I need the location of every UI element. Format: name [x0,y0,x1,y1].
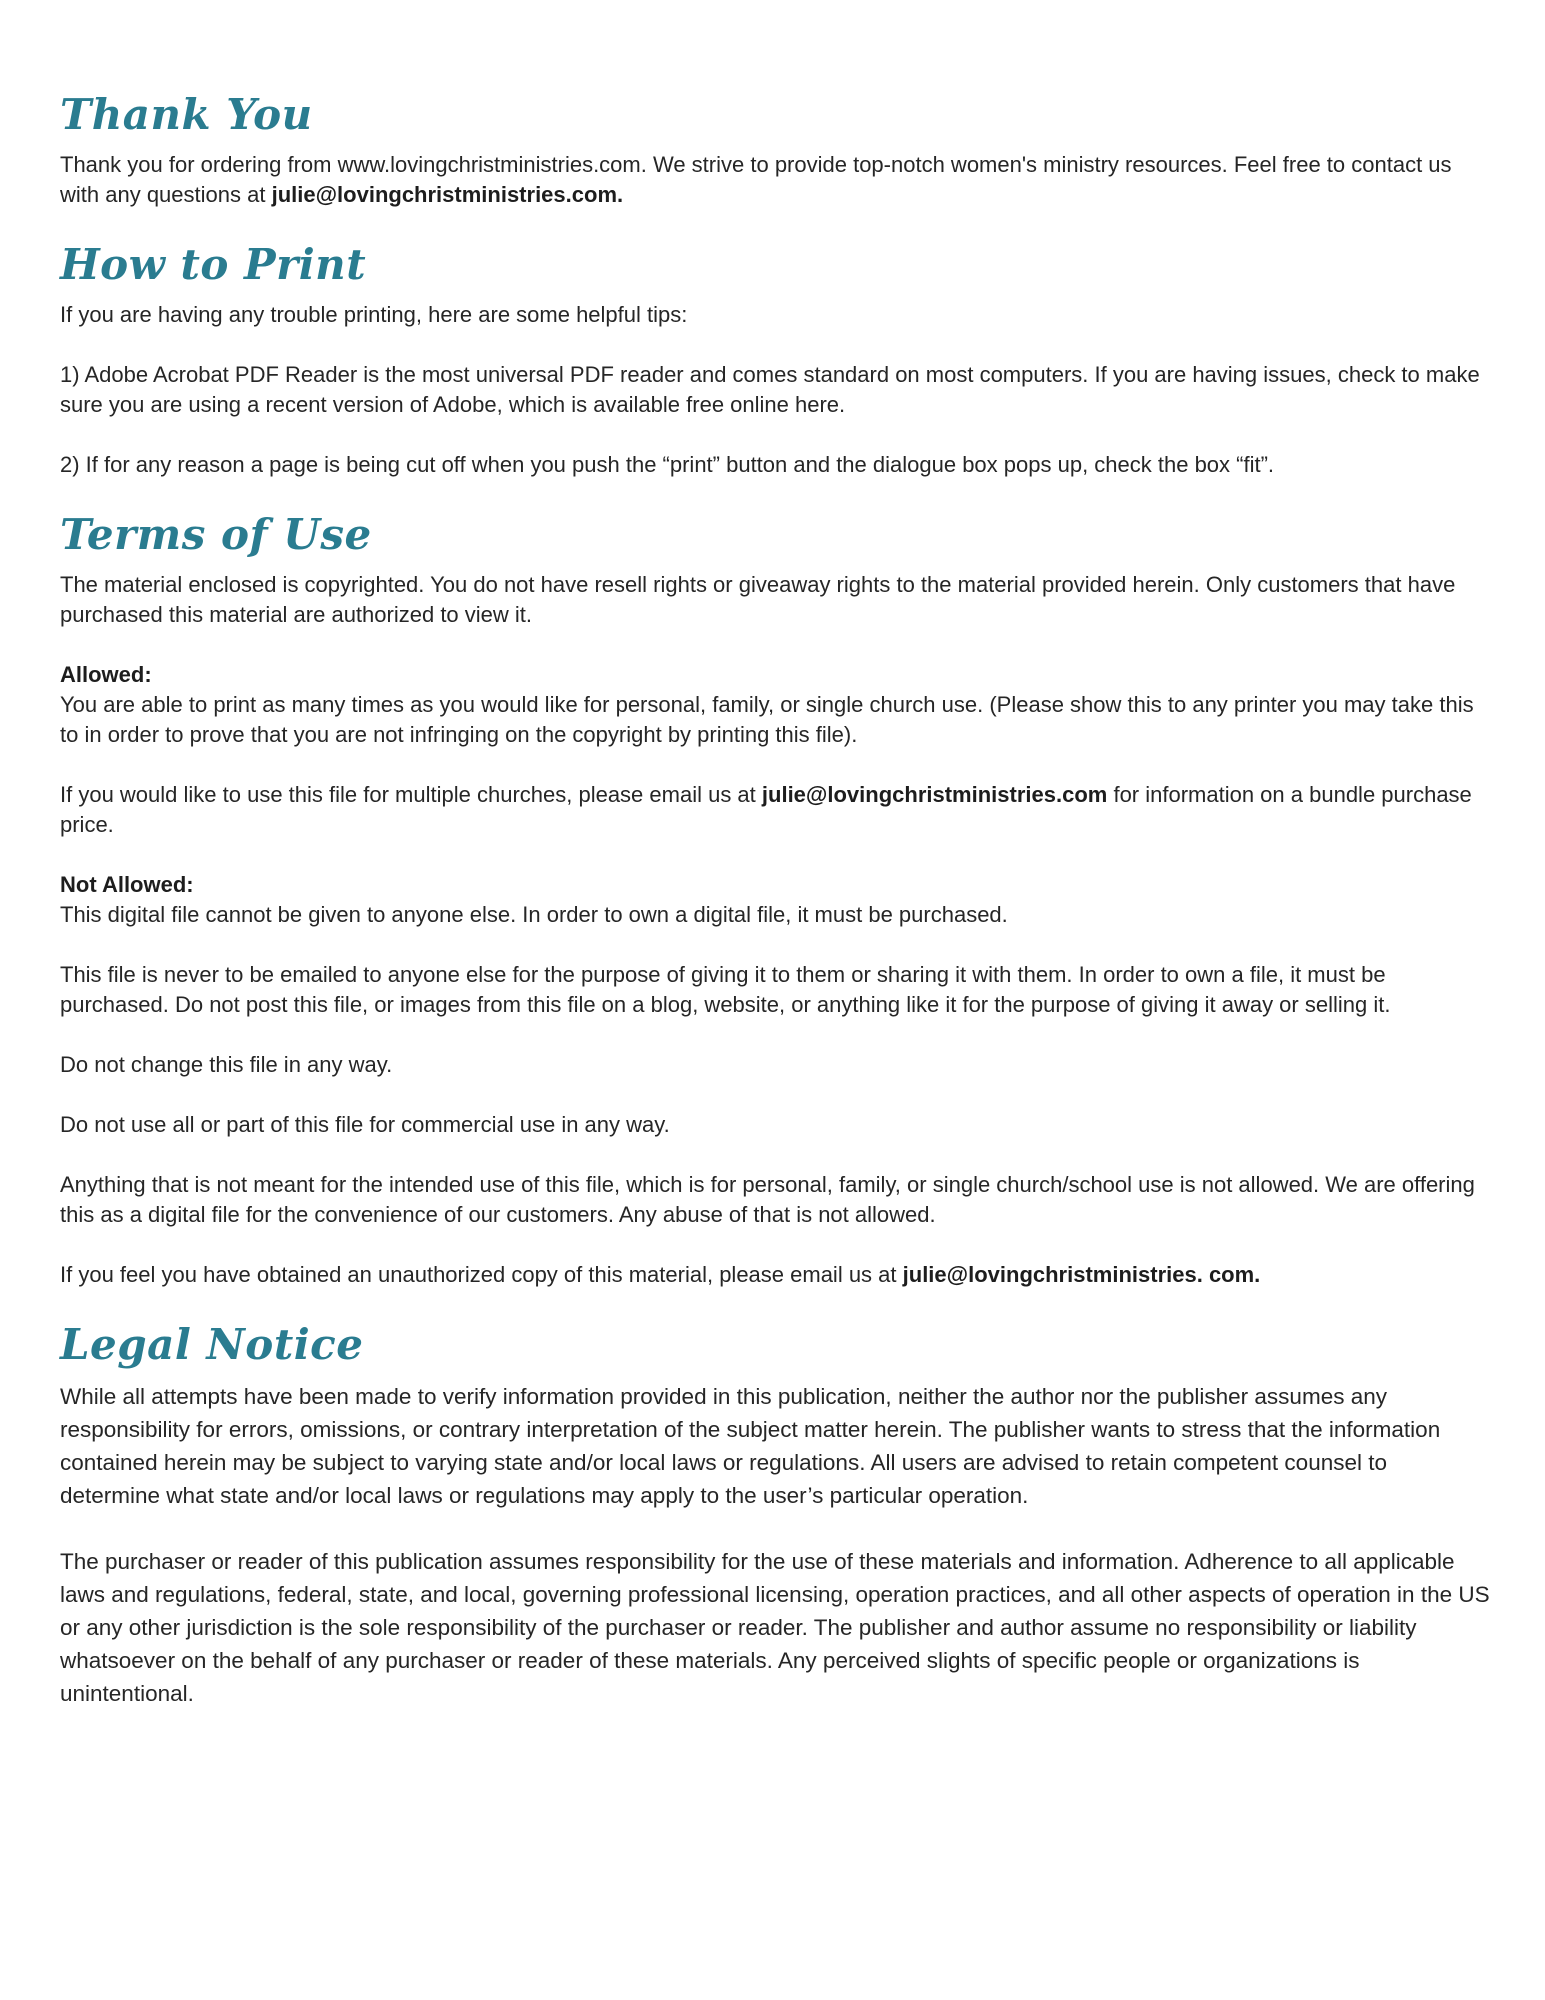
terms-of-use-heading: Terms of Use [60,510,372,559]
not-allowed-text-1: This digital file cannot be given to anyone else. In order to own a digital file, it must be purchased. [60,902,1008,927]
allowed-text: You are able to print as many times as you would like for personal, family, or single church use. (Please show this to any printer you may take this to in order to prove that you are not infringing on the copyright by printing this file). [60,692,1474,747]
bundle-text-post: for information on a bundle purchase price. [60,782,1472,837]
how-to-print-intro: If you are having any trouble printing, here are some helpful tips: [60,302,688,327]
not-allowed-text-5: Anything that is not meant for the intended use of this file, which is for personal, family, or single church/school use is not allowed. We are offering this as a digital file for the convenience of our customers. Any abuse of that is not allowed. [60,1172,1475,1227]
allowed-label: Allowed: [60,662,152,687]
thank-you-heading: Thank You [60,90,313,139]
thank-you-paragraph [60,150,1490,210]
print-tip-1: 1) Adobe Acrobat PDF Reader is the most universal PDF reader and comes standard on most computers. If you are having issues, check to make sure you are using a recent version of Adobe, which is available free online here. [60,362,1480,417]
print-tip-2: 2) If for any reason a page is being cut off when you push the “print” button and the dialogue box pops up, check the box “fit”. [60,452,1275,477]
not-allowed-text-4: Do not use all or part of this file for commercial use in any way. [60,1112,670,1137]
not-allowed-text-3: Do not change this file in any way. [60,1052,393,1077]
how-to-print-heading: How to Print [60,240,367,289]
not-allowed-label: Not Allowed: [60,872,194,897]
legal-paragraph-1: While all attempts have been made to verify information provided in this publication, neither the author nor the publisher assumes any responsibility for errors, omissions, or contrary interpretation of the subject matter herein. The publisher wants to stress that the information contained herein may be subject to varying state and/or local laws or regulations. All users are advised to retain competent counsel to determine what state and/or local laws or regulations may apply to the user’s particular operation. [60,1384,1441,1508]
section-how-to-print [60,240,1490,480]
bundle-email: julie@lovingchristministries.com [761,782,1108,807]
bundle-text-pre: If you would like to use this file for multiple churches, please email us at [60,782,762,807]
unauthorized-email: julie@lovingchristministries. com. [902,1262,1261,1287]
legal-paragraph-2: The purchaser or reader of this publication assumes responsibility for the use of these materials and information. Adherence to all applicable laws and regulations, federal, state, and local, governing professional licensing, operation practices, and all other aspects of operation in the US or any other jurisdiction is the sole responsibility of the purchaser or reader. The publisher and author assume no responsibility or liability whatsoever on the behalf of any purchaser or reader of these materials. Any perceived slights of specific people or organizations is unintentional. [60,1549,1490,1706]
thank-you-text: Thank you for ordering from www.lovingchristministries.com. We strive to provide top-notch women's ministry resources. Feel free to contact us with any questions at [60,152,1452,207]
bundle-paragraph [60,780,1490,840]
section-terms-of-use [60,510,1490,1290]
contact-email: julie@lovingchristministries.com. [271,182,624,207]
not-allowed-block [60,870,1490,930]
terms-intro: The material enclosed is copyrighted. You do not have resell rights or giveaway rights to the material provided herein. Only customers that have purchased this material are authorized to view it. [60,572,1456,627]
allowed-block [60,660,1490,750]
legal-notice-heading: Legal Notice [60,1320,364,1369]
unauthorized-copy-paragraph [60,1260,1490,1290]
section-thank-you [60,90,1490,210]
unauthorized-text-pre: If you feel you have obtained an unauthorized copy of this material, please email us at [60,1262,903,1287]
section-legal-notice [60,1320,1490,1710]
not-allowed-text-2: This file is never to be emailed to anyone else for the purpose of giving it to them or sharing it with them. In order to own a file, it must be purchased. Do not post this file, or images from this file on a blog, website, or anything like it for the purpose of giving it away or selling it. [60,962,1391,1017]
